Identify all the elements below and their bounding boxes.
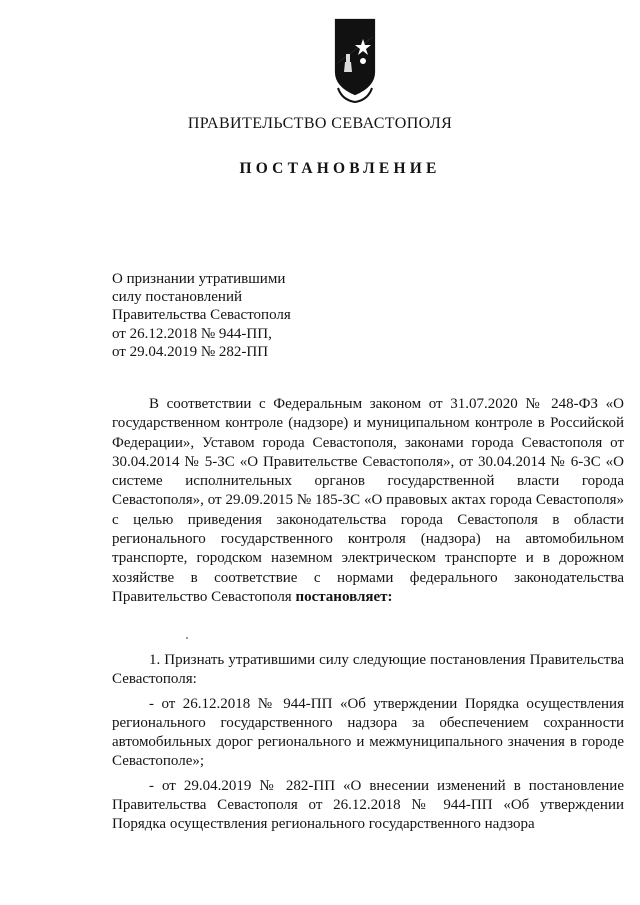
scan-speck bbox=[186, 637, 188, 639]
subject-line: от 26.12.2018 № 944-ПП, bbox=[112, 325, 272, 342]
sevastopol-coat-of-arms-emblem bbox=[330, 14, 380, 104]
subject-line: Правительства Севастополя bbox=[112, 307, 291, 324]
document-type-title: ПОСТАНОВЛЕНИЕ bbox=[239, 160, 441, 177]
repealed-act-2: - от 29.04.2019 № 282-ПП «О внесении изменений в постановление Правительства Севастополя от 26.12.2018 № 944-ПП «Об утверждении Порядка осуществления регионального государственного надзора bbox=[112, 777, 624, 833]
subject-line: от 29.04.2019 № 282-ПП bbox=[112, 343, 269, 360]
organization-title: ПРАВИТЕЛЬСТВО СЕВАСТОПОЛЯ bbox=[187, 115, 453, 132]
preamble-text: В соответствии с Федеральным законом от 31.07.2020 № 248-ФЗ «О государственном контроле (надзоре) и муниципальном контроле в Российской Федерации», Уставом города Севастополя, законами города Севастополя от 30.04.2014 № 5-ЗС «О Правительстве Севастополя», от 30.04.2014 № 6-ЗС «О системе исполнительных органов государственной власти города Севастополя», от 29.09.2015 № 185-ЗС «О правовых актах города Севастополя» с целью приведения законодательства города Севастополя в области регионального государственного контроля (надзора) на автомобильном транспорте, городском наземном электрическом транспорте и в дорожном хозяйстве в соответствие с нормами федерального законодательства Правительство Севастополя bbox=[112, 396, 624, 605]
decree-keyword: постановляет: bbox=[295, 588, 393, 605]
decree-item-1: 1. Признать утратившими силу следующие постановления Правительства Севастополя: bbox=[112, 652, 624, 688]
subject-line: силу постановлений bbox=[112, 289, 243, 306]
preamble-paragraph bbox=[112, 395, 624, 607]
repealed-act-1: - от 26.12.2018 № 944-ПП «Об утверждении Порядка осуществления регионального государственного надзора за обеспечением сохранности автомобильных дорог регионального и межмуниципального значения в городе Севастополе»; bbox=[112, 695, 624, 770]
decree-items bbox=[112, 651, 624, 840]
document-subject bbox=[112, 270, 372, 361]
subject-line: О признании утратившими bbox=[112, 271, 286, 287]
